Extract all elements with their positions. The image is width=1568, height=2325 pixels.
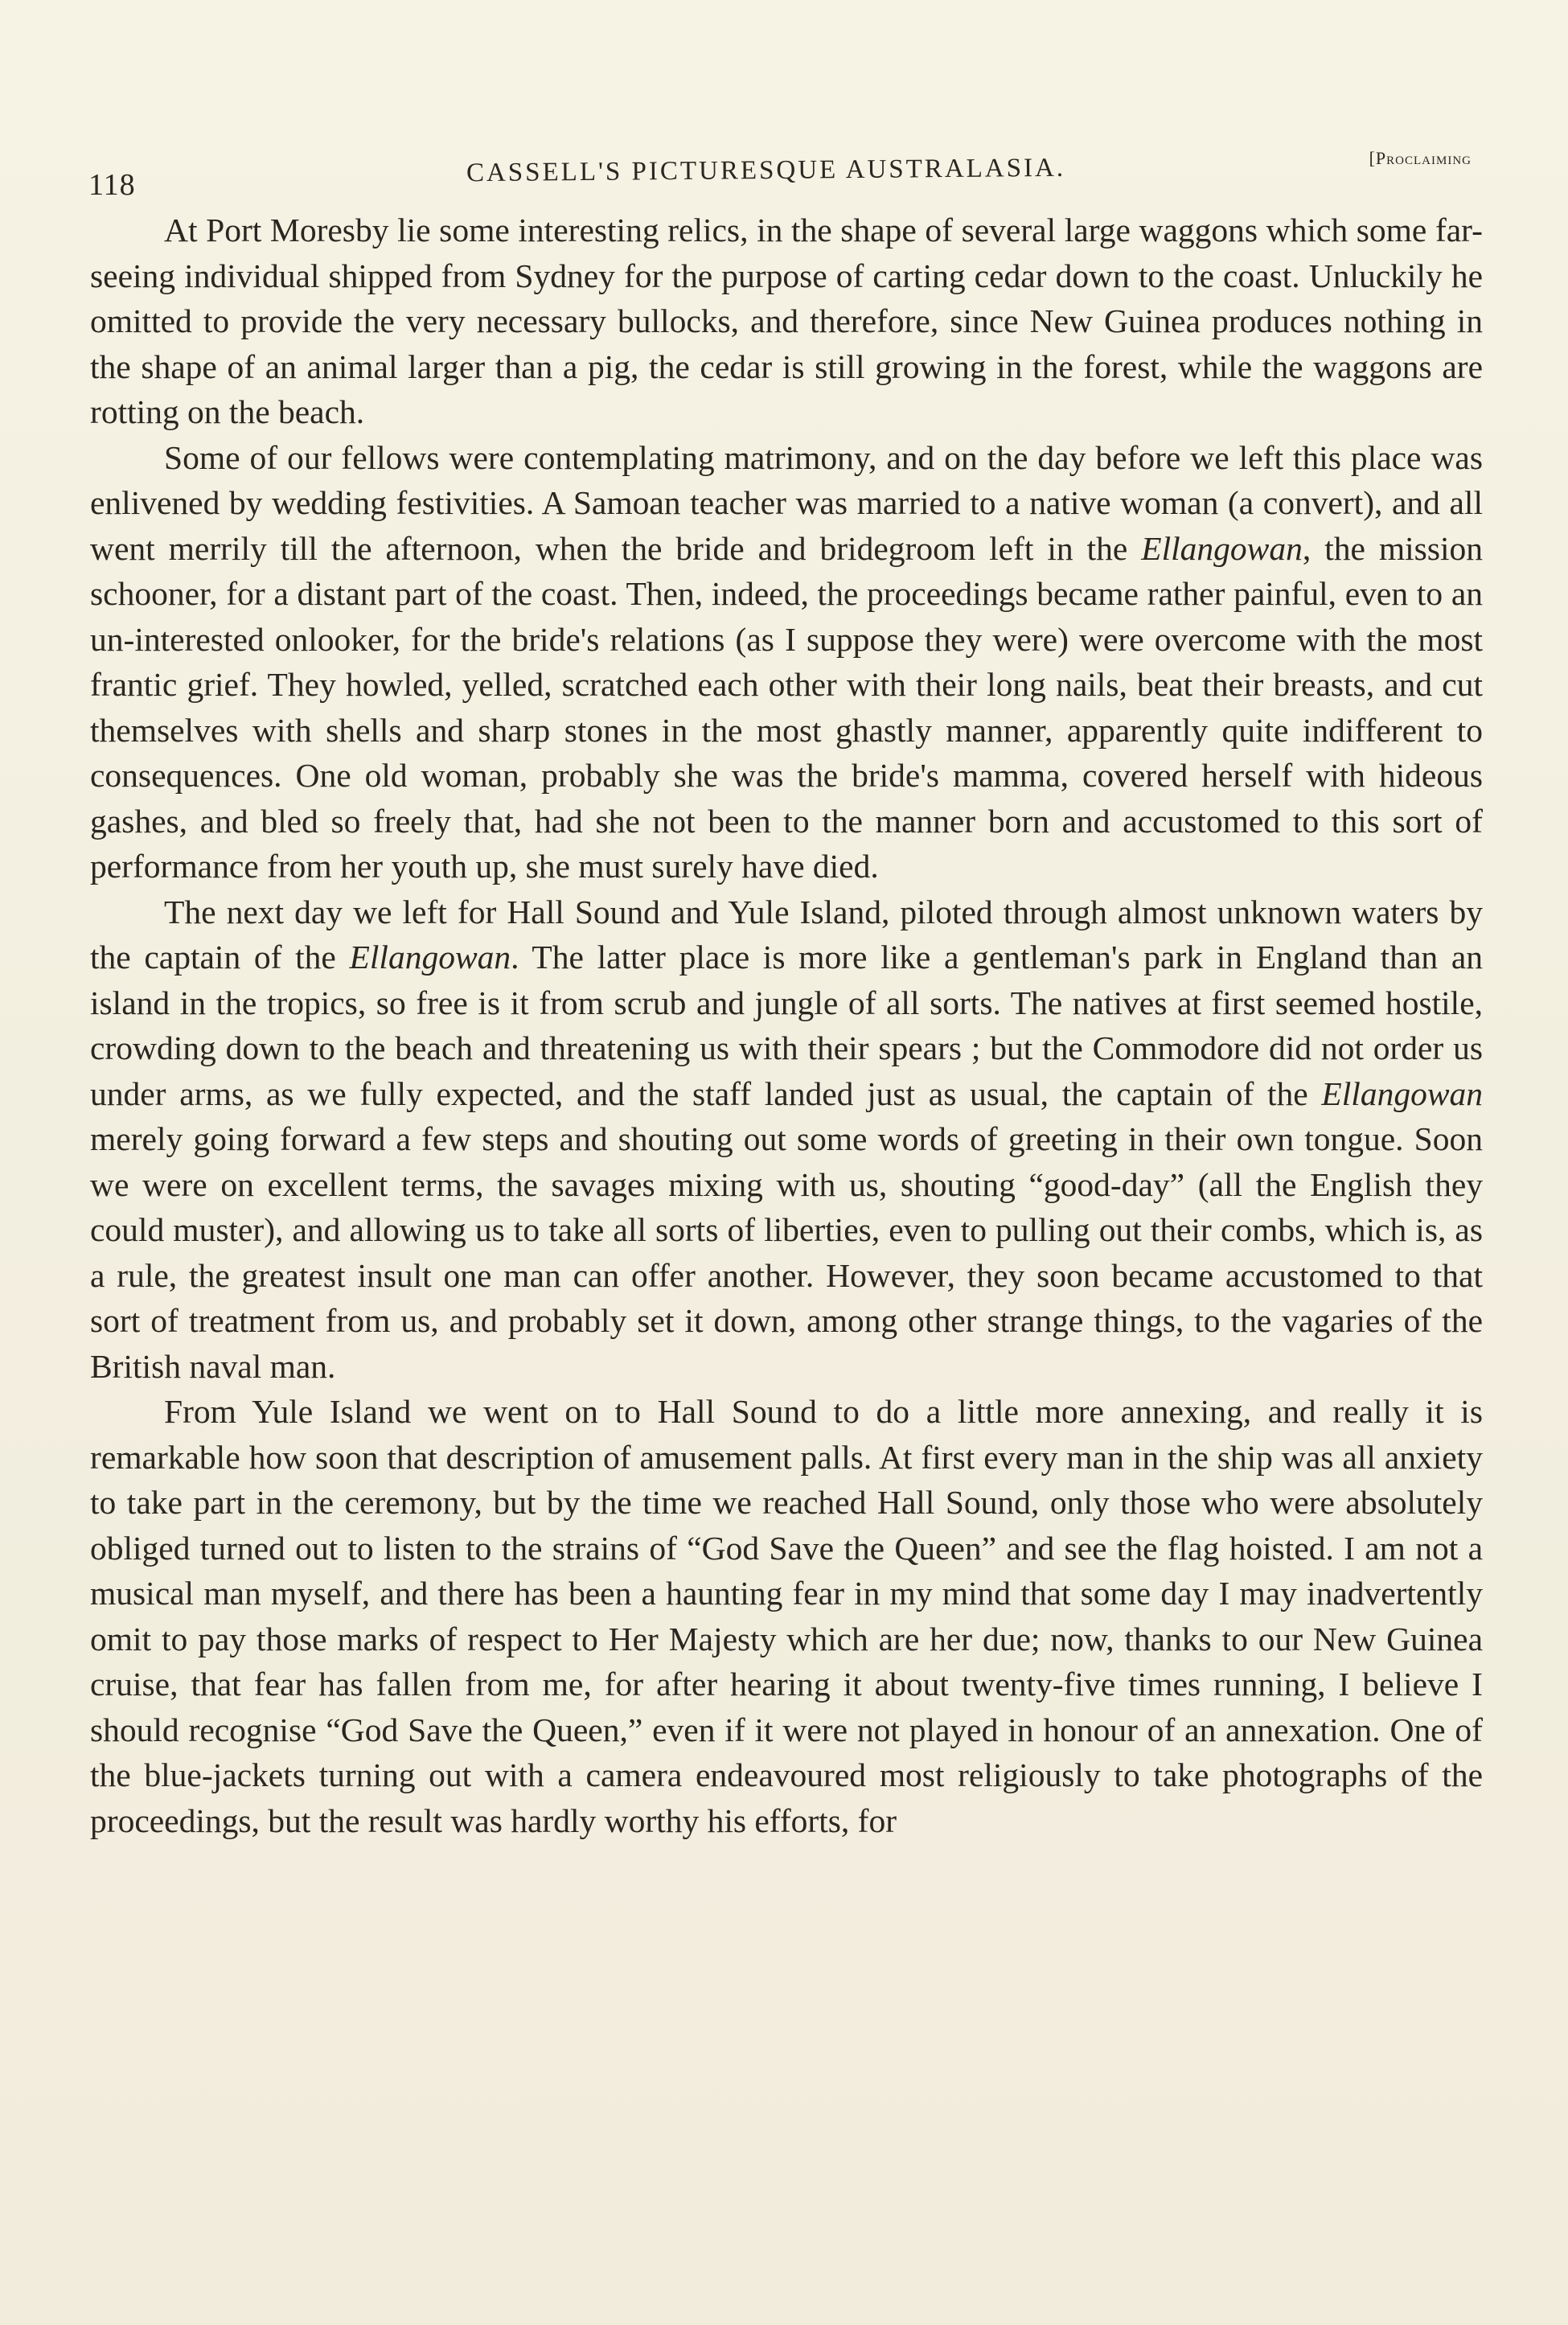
ship-name: Ellangowan — [1321, 1074, 1483, 1112]
section-note: [Proclaiming — [1369, 148, 1472, 168]
paragraph-text: At Port Moresby lie some interesting relics, in the shape of several large waggons which some far-seeing individual shipped from Sydney for the purpose of carting cedar down to the coast. Unluckily he omitted to provide the very necessary bullocks, and therefore, since New Guinea produces nothing in the shape of an animal larger than a pig, the cedar is still growing in the forest, while the waggons are rotting on the beach. — [90, 212, 1483, 430]
ship-name: Ellangowan — [349, 939, 511, 976]
page-number: 118 — [88, 168, 136, 202]
paragraph-text: The next day we left for Hall Sound and Yule Island, piloted through almost unknown waters by the captain of the — [90, 893, 1483, 976]
paragraph-text: , the mission schooner, for a distant part of the coast. Then, indeed, the proceedings became rather painful, even to an un-interested onlooker, for the bride's relations (as I suppose they were) were overcome with the most frantic grief. They howled, yelled, scratched each other with their long nails, beat their breasts, and cut themselves with shells and sharp stones in the most ghastly manner, apparently quite indifferent to consequences. One old woman, probably she was the bride's mamma, covered herself with hideous gashes, and bled so freely that, had she not been to the manner born and accustomed to this sort of performance from her youth up, she must surely have died. — [90, 529, 1484, 885]
paragraph-text: merely going forward a few steps and shouting out some words of greeting in their own tongue. Soon we were on excellent terms, the savages mixing with us, shouting “good-day” (all the English they could muster), and allowing us to take all sorts of liberties, even to pulling out their combs, which is, as a rule, the greatest insult one man can offer another. However, they soon became accustomed to that sort of treatment from us, and probably set it down, among other strange things, to the vagaries of the British naval man. — [90, 1120, 1483, 1385]
paragraph-text: . The latter place is more like a gentleman's park in England than an island in the tropics, so free is it from scrub and jungle of all sorts. The natives at first seemed hostile, crowding down to the beach and threatening us with their spears ; but the Commodore did not order us under arms, as we fully expected, and the staff landed just as usual, the captain of the — [90, 939, 1483, 1112]
paragraph — [90, 1389, 1483, 1843]
paragraph-text: Some of our fellows were contemplating matrimony, and on the day before we left this place was enlivened by wedding festivities. A Samoan teacher was married to a native woman (a convert), and all went merrily till the afternoon, when the bride and bridegroom left in the — [90, 438, 1483, 567]
body-text — [90, 207, 1483, 1843]
page-header — [88, 148, 1472, 202]
running-title: CASSELL'S PICTURESQUE AUSTRALASIA. — [466, 153, 1066, 188]
paragraph — [90, 435, 1483, 889]
paragraph-text: From Yule Island we went on to Hall Sound to do a little more annexing, and really it is remarkable how soon that description of amusement palls. At first every man in the ship was all anxiety to take part in the ceremony, but by the time we reached Hall Sound, only those who were absolutely obliged turned out to listen to the strains of “God Save the Queen” and see the flag hoisted. I am not a musical man myself, and there has been a haunting fear in my mind that some day I may inadvertently omit to pay those marks of respect to Her Majesty which are her due; now, thanks to our New Guinea cruise, that fear has fallen from me, for after hearing it about twenty-five times running, I believe I should recognise “God Save the Queen,” even if it were not played in honour of an annexation. One of the blue-jackets turning out with a camera endeavoured most religiously to take photographs of the proceedings, but the result was hardly worthy his efforts, for — [90, 1393, 1483, 1839]
paragraph — [90, 207, 1483, 435]
ship-name: Ellangowan — [1141, 529, 1303, 567]
paragraph — [90, 889, 1483, 1390]
